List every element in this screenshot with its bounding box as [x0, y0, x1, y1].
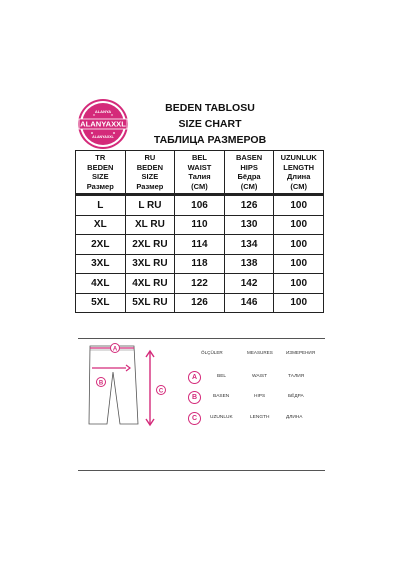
column-header-line: Талия — [188, 172, 211, 181]
table-cell: XL — [76, 215, 126, 235]
legend-row-length — [188, 412, 328, 426]
title-turkish: BEDEN TABLOSU — [165, 102, 255, 114]
diagram-label-b: B — [98, 380, 104, 387]
table-cell: 122 — [175, 274, 225, 294]
table-row — [76, 196, 324, 216]
table-row — [76, 293, 324, 313]
legend-tr: UZUNLUK — [210, 415, 233, 420]
table-cell: XL RU — [125, 215, 175, 235]
legend-row-hips — [188, 391, 328, 405]
table-header-row — [76, 151, 324, 195]
column-header — [175, 151, 225, 195]
table-cell: 106 — [175, 196, 225, 216]
column-header-line: BEDEN — [136, 162, 164, 172]
column-header-line: BEDEN — [87, 162, 114, 172]
legend-marker-c: C — [188, 412, 201, 425]
table-cell: 4XL RU — [125, 274, 175, 294]
column-header-line: SIZE — [141, 172, 159, 181]
diagram-label-c: C — [158, 388, 164, 395]
table-cell: 146 — [224, 293, 274, 313]
legend-en: WAIST — [252, 374, 268, 379]
pants-measurement-diagram — [80, 338, 180, 438]
table-cell: 100 — [274, 274, 324, 294]
legend-ru: ТАЛИЯ — [288, 374, 305, 379]
column-header-line: BASEN — [235, 153, 263, 162]
seal-bottom-text: ALANYAXXL — [92, 135, 114, 139]
table-cell: 100 — [274, 235, 324, 255]
seal-brand-text: ALANYAXXL — [80, 119, 126, 129]
legend-header-ru: ИЗМЕРЕНИЯ — [286, 350, 316, 355]
column-header-line: SIZE — [91, 172, 109, 181]
column-header — [274, 151, 324, 195]
table-body — [76, 194, 324, 313]
column-header-line: WAIST — [187, 162, 212, 172]
legend-bottom-rule — [78, 470, 325, 471]
column-header-line: Бёдра — [237, 172, 261, 181]
table-cell: 2XL RU — [125, 235, 175, 255]
column-header-line: Размер — [86, 181, 114, 191]
legend-header-en: MEASURES — [247, 350, 273, 355]
column-header-line: (CM) — [290, 181, 308, 191]
table-cell: 110 — [175, 215, 225, 235]
column-header-line: RU — [144, 153, 156, 162]
title-english: SIZE CHART — [178, 118, 242, 130]
legend-tr: BASEN — [213, 394, 230, 399]
table-row — [76, 215, 324, 235]
table-cell: 100 — [274, 254, 324, 274]
chart-titles — [140, 100, 280, 148]
pants-outline — [89, 346, 138, 424]
table-cell: 3XL — [76, 254, 126, 274]
legend-ru: БЁДРА — [288, 394, 304, 399]
table-cell: 4XL — [76, 274, 126, 294]
table-cell: L — [76, 196, 126, 216]
table-row — [76, 274, 324, 294]
table-cell: 130 — [224, 215, 274, 235]
column-header-line: Размер — [136, 181, 164, 191]
column-header-line: (CM) — [191, 181, 208, 191]
column-header — [76, 151, 126, 195]
table-cell: 142 — [224, 274, 274, 294]
table-cell: 138 — [224, 254, 274, 274]
table-cell: 100 — [274, 196, 324, 216]
table-cell: 118 — [175, 254, 225, 274]
column-header — [125, 151, 175, 195]
legend-tr: BEL — [217, 374, 227, 379]
column-header-line: (CM) — [240, 181, 258, 191]
table-cell: 126 — [175, 293, 225, 313]
table-cell: 100 — [274, 215, 324, 235]
legend-header-tr: ÖLÇÜLER — [201, 350, 223, 355]
table-row — [76, 235, 324, 255]
column-header — [224, 151, 274, 195]
column-header-line: UZUNLUK — [280, 153, 317, 162]
legend-row-waist — [188, 371, 328, 385]
table-cell: 100 — [274, 293, 324, 313]
table-cell: 5XL RU — [125, 293, 175, 313]
size-table — [75, 150, 324, 313]
table-cell: L RU — [125, 196, 175, 216]
diagram-label-a: A — [112, 346, 118, 353]
table-row — [76, 254, 324, 274]
legend-en: HIPS — [254, 394, 266, 399]
title-russian: ТАБЛИЦА РАЗМЕРОВ — [153, 134, 267, 146]
brand-logo-seal — [76, 97, 130, 151]
seal-top-text: ALANYA — [94, 109, 112, 114]
column-header-line: HIPS — [240, 162, 258, 172]
legend-en: LENGTH — [250, 415, 270, 420]
column-header-line: Длина — [286, 172, 311, 181]
table-cell: 114 — [175, 235, 225, 255]
table-cell: 134 — [224, 235, 274, 255]
column-header-line: BEL — [191, 153, 207, 162]
table-cell: 2XL — [76, 235, 126, 255]
table-cell: 126 — [224, 196, 274, 216]
column-header-line: LENGTH — [283, 162, 315, 172]
column-header-line: TR — [95, 153, 106, 162]
legend-marker-b: B — [188, 391, 201, 404]
legend-ru: ДЛИНА — [286, 415, 303, 420]
legend-marker-a: A — [188, 371, 201, 384]
table-cell: 3XL RU — [125, 254, 175, 274]
table-cell: 5XL — [76, 293, 126, 313]
